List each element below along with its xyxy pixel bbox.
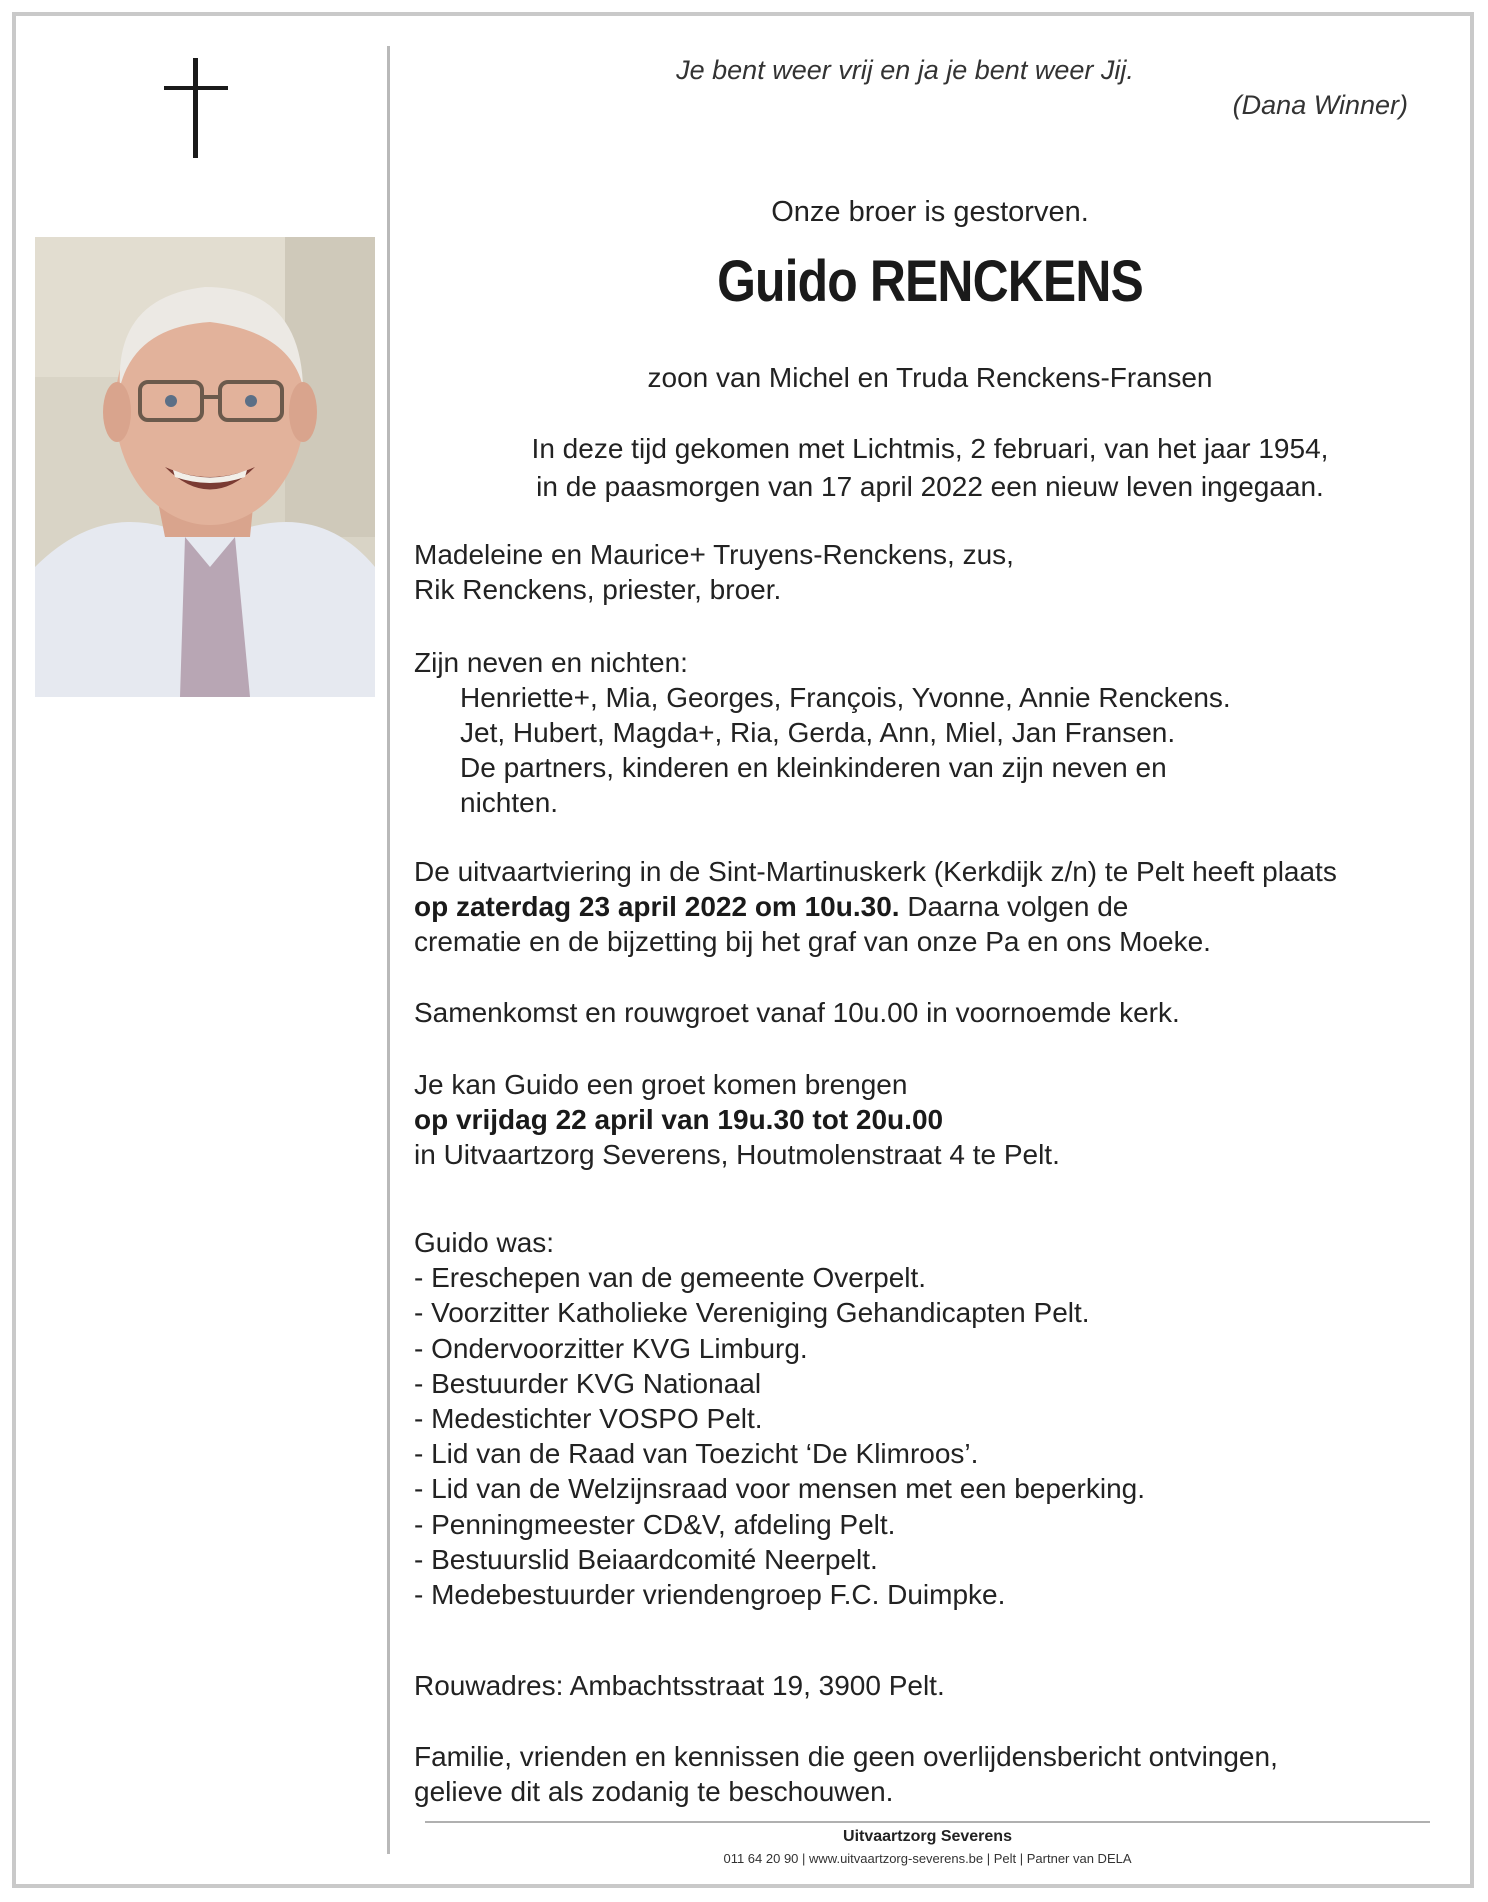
relatives-heading: Zijn neven en nichten:: [414, 647, 688, 678]
role-item: - Penningmeester CD&V, afdeling Pelt.: [414, 1508, 896, 1540]
footer-contact: 011 64 20 90 | www.uitvaartzorg-severens.be | Pelt | Partner van DELA: [723, 1851, 1132, 1866]
note-block: [414, 1739, 1454, 1809]
role-item: - Ondervoorzitter KVG Limburg.: [414, 1332, 808, 1364]
life-dates: [420, 430, 1440, 506]
address-text: [414, 1668, 1454, 1703]
relatives-line-1: Henriette+, Mia, Georges, François, Yvonne, Annie Renckens.: [460, 682, 1231, 713]
note-line-1: Familie, vrienden en kennissen die geen overlijdensbericht ontvingen,: [414, 1741, 1278, 1772]
column-divider: [387, 46, 390, 1854]
funeral-line-2-rest: Daarna volgen de: [899, 891, 1129, 922]
address-line: Rouwadres: Ambachtsstraat 19, 3900 Pelt.: [414, 1670, 945, 1701]
roles-heading: Guido was:: [414, 1227, 555, 1258]
funeral-line-2: [414, 889, 1454, 924]
visit-line-1: Je kan Guido een groet komen brengen: [414, 1069, 908, 1100]
role-item: - Medebestuurder vriendengroep F.C. Duimpke.: [414, 1579, 1006, 1611]
portrait-photo: [35, 237, 375, 697]
visit-line-2: [414, 1102, 1454, 1137]
deceased-name: Guido RENCKENS: [717, 249, 1143, 314]
note-line-2: gelieve dit als zodanig te beschouwen.: [414, 1776, 894, 1807]
quote-text: Je bent weer vrij en ja je bent weer Jij.: [676, 55, 1134, 85]
role-item: - Bestuurder KVG Nationaal: [414, 1367, 762, 1399]
dates-line-2: in de paasmorgen van 17 april 2022 een nieuw leven ingegaan.: [536, 471, 1324, 502]
relatives-line-4: nichten.: [460, 787, 559, 818]
visit-block: [414, 1067, 1454, 1172]
gathering-text: [414, 995, 1454, 1030]
relatives-line-2: Jet, Hubert, Magda+, Ria, Gerda, Ann, Miel, Jan Fransen.: [460, 717, 1176, 748]
footer-company: Uitvaartzorg Severens: [843, 1828, 1012, 1845]
role-item: - Voorzitter Katholieke Vereniging Gehandicapten Pelt.: [414, 1297, 1090, 1329]
family-block: [414, 537, 1454, 607]
family-line-2: Rik Renckens, priester, broer.: [414, 574, 782, 605]
relatives-block: [414, 645, 1454, 820]
funeral-line-1: De uitvaartviering in de Sint-Martinuskerk (Kerkdijk z/n) te Pelt heeft plaats: [414, 856, 1337, 887]
role-item: - Medestichter VOSPO Pelt.: [414, 1403, 763, 1435]
funeral-line-3: crematie en de bijzetting bij het graf van onze Pa en ons Moeke.: [414, 926, 1211, 957]
dates-line-1: In deze tijd gekomen met Lichtmis, 2 februari, van het jaar 1954,: [531, 433, 1329, 464]
cross-icon: [164, 58, 228, 158]
footer-divider: [425, 1821, 1430, 1823]
role-item: - Bestuurslid Beiaardcomité Neerpelt.: [414, 1543, 878, 1575]
role-item: - Lid van de Welzijnsraad voor mensen met een beperking.: [414, 1473, 1145, 1505]
parents-text: zoon van Michel en Truda Renckens-Fransen: [647, 362, 1213, 393]
relatives-line-3: De partners, kinderen en kleinkinderen van zijn neven en: [460, 752, 1167, 783]
gathering-line: Samenkomst en rouwgroet vanaf 10u.00 in voornoemde kerk.: [414, 997, 1180, 1028]
intro-text: Onze broer is gestorven.: [771, 196, 1089, 228]
visit-date: op vrijdag 22 april van 19u.30 tot 20u.00: [414, 1104, 944, 1135]
role-item: - Lid van de Raad van Toezicht ‘De Klimroos’.: [414, 1438, 979, 1470]
funeral-date: op zaterdag 23 april 2022 om 10u.30.: [414, 891, 900, 922]
funeral-block: [414, 854, 1454, 959]
roles-block: [414, 1225, 1454, 1612]
visit-line-3: in Uitvaartzorg Severens, Houtmolenstraat 4 te Pelt.: [414, 1139, 1060, 1170]
role-item: - Ereschepen van de gemeente Overpelt.: [414, 1262, 927, 1294]
quote-author: (Dana Winner): [1232, 90, 1408, 120]
family-line-1: Madeleine en Maurice+ Truyens-Renckens, zus,: [414, 539, 1014, 570]
